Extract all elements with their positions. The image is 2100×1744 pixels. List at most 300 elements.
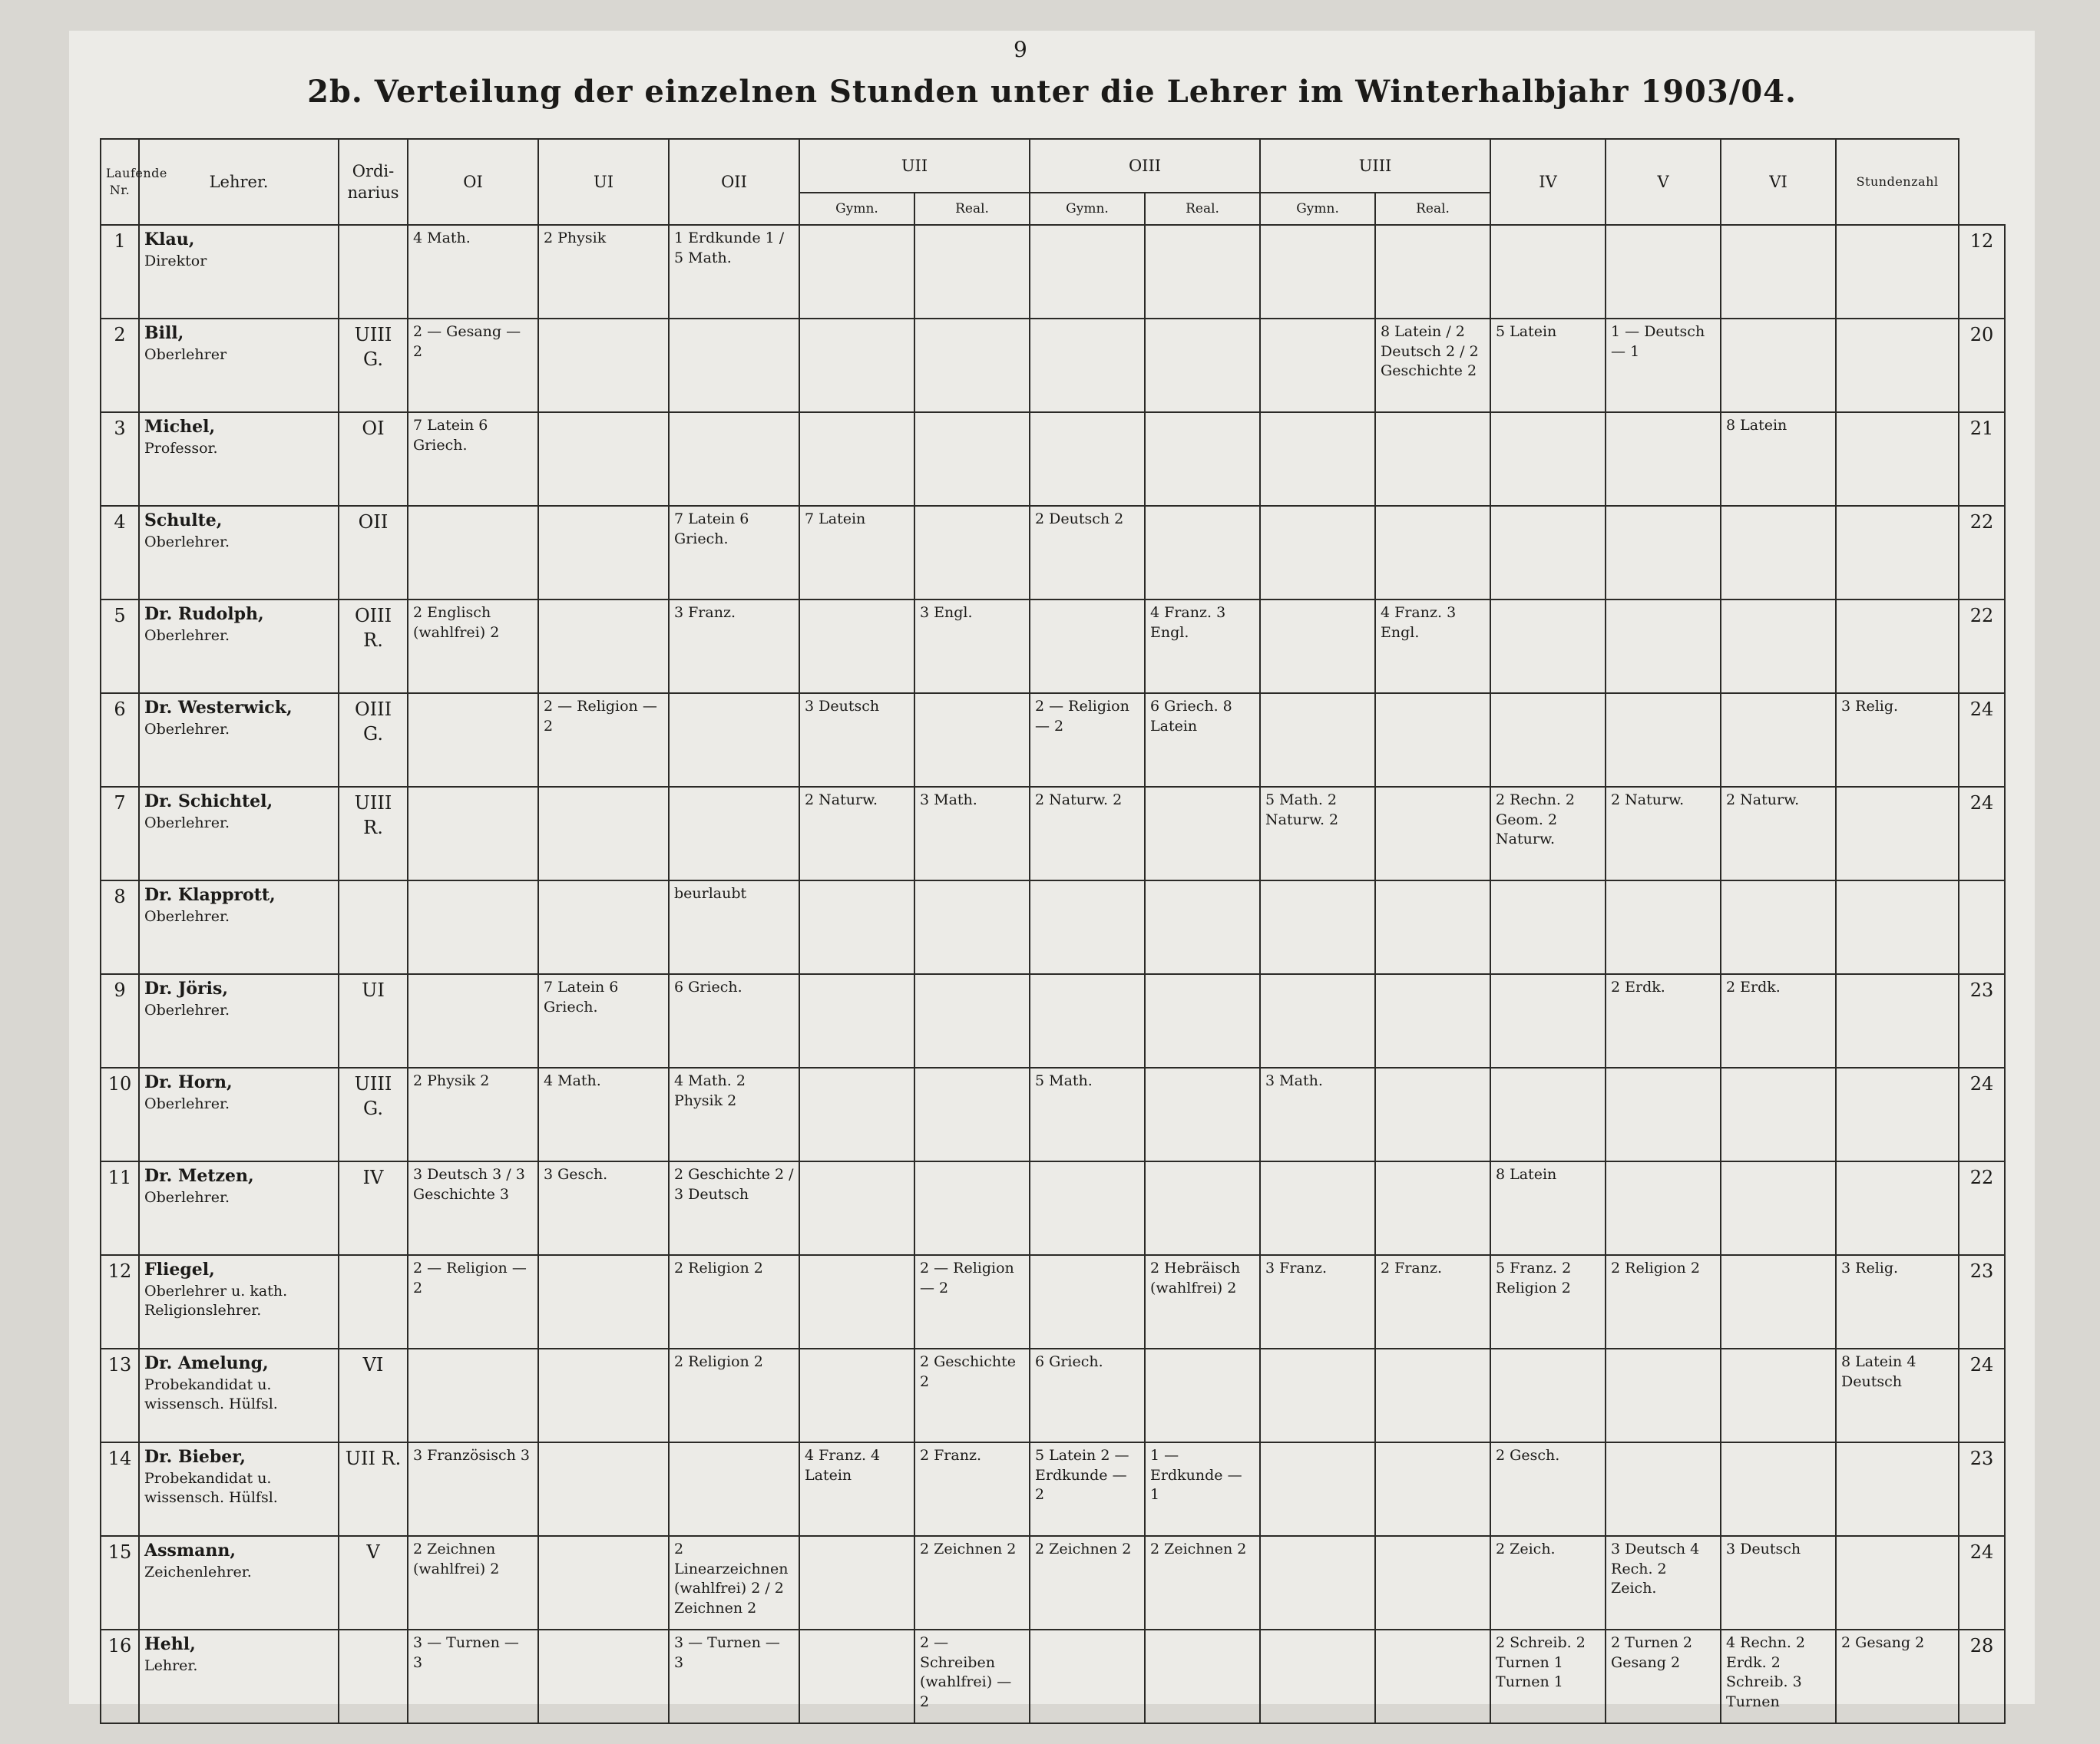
hours-cell <box>1030 412 1145 506</box>
hours-cell: 3 Deutsch <box>1721 1536 1836 1630</box>
hours-cell <box>1606 880 1721 974</box>
hours-cell <box>1260 600 1375 693</box>
hours-cell <box>1260 319 1375 412</box>
teacher-role: Zeichenlehrer. <box>144 1563 252 1580</box>
hours-cell <box>1375 412 1490 506</box>
header-sum: Stundenzahl <box>1836 139 1959 225</box>
hours-cell <box>1030 225 1145 319</box>
row-number: 5 <box>101 600 139 693</box>
teacher-role: Oberlehrer. <box>144 626 230 644</box>
table-row <box>101 1349 2005 1442</box>
hours-cell <box>669 1442 799 1536</box>
hours-cell: 6 Griech. <box>1030 1349 1145 1442</box>
hours-cell: 8 Latein <box>1721 412 1836 506</box>
teacher-cell <box>139 880 339 974</box>
row-number: 8 <box>101 880 139 974</box>
hours-cell <box>799 600 914 693</box>
hours-cell <box>1721 506 1836 600</box>
ordinarius-cell: UII R. <box>339 1442 408 1536</box>
hours-cell <box>1260 1536 1375 1630</box>
teacher-role: Lehrer. <box>144 1656 198 1674</box>
hours-cell <box>1836 1442 1959 1536</box>
table-row <box>101 974 2005 1068</box>
teacher-role: Oberlehrer <box>144 345 227 363</box>
hours-cell <box>1606 225 1721 319</box>
ordinarius-cell: OI <box>339 412 408 506</box>
hours-cell <box>1606 693 1721 787</box>
hours-cell <box>914 880 1030 974</box>
teacher-role: Oberlehrer. <box>144 1188 230 1206</box>
teacher-name: Assmann, <box>144 1541 236 1561</box>
hours-cell <box>914 506 1030 600</box>
hours-total: 24 <box>1959 1349 2005 1442</box>
hours-cell <box>1145 880 1260 974</box>
hours-cell <box>1721 1068 1836 1161</box>
hours-cell: 2 Hebräisch (wahlfrei) 2 <box>1145 1255 1260 1349</box>
hours-cell <box>1721 1349 1836 1442</box>
teacher-role: Oberlehrer. <box>144 1001 230 1019</box>
table-row <box>101 880 2005 974</box>
hours-cell: 3 Gesch. <box>538 1161 669 1255</box>
header-teacher: Lehrer. <box>139 139 339 225</box>
hours-cell <box>1375 880 1490 974</box>
row-number: 3 <box>101 412 139 506</box>
hours-cell: 2 Physik 2 <box>408 1068 538 1161</box>
hours-cell <box>1836 880 1959 974</box>
hours-cell <box>1375 974 1490 1068</box>
teacher-name: Michel, <box>144 417 216 437</box>
hours-cell: 3 Franz. <box>669 600 799 693</box>
teacher-role: Oberlehrer. <box>144 907 230 925</box>
hours-cell: 2 Englisch (wahlfrei) 2 <box>408 600 538 693</box>
hours-total: 24 <box>1959 1068 2005 1161</box>
hours-cell <box>1375 1630 1490 1723</box>
teacher-cell <box>139 600 339 693</box>
hours-cell: 4 Math. 2 Physik 2 <box>669 1068 799 1161</box>
hours-cell <box>1030 880 1145 974</box>
hours-cell <box>1606 1161 1721 1255</box>
table-row <box>101 319 2005 412</box>
hours-cell <box>1030 1161 1145 1255</box>
hours-cell: 2 Erdk. <box>1721 974 1836 1068</box>
teacher-name: Dr. Rudolph, <box>144 604 264 624</box>
hours-total: 21 <box>1959 412 2005 506</box>
scanned-page <box>69 31 2035 1710</box>
hours-cell: 3 Deutsch 4 Rech. 2 Zeich. <box>1606 1536 1721 1630</box>
hours-cell <box>1260 225 1375 319</box>
teacher-cell <box>139 1536 339 1630</box>
header-uii: UII <box>799 139 1030 193</box>
header-oiii: OIII <box>1030 139 1260 193</box>
hours-cell <box>1260 1630 1375 1723</box>
teacher-cell <box>139 1630 339 1723</box>
hours-cell <box>408 693 538 787</box>
hours-cell <box>1721 1442 1836 1536</box>
hours-cell <box>1260 1442 1375 1536</box>
teacher-name: Hehl, <box>144 1634 196 1654</box>
hours-cell <box>799 974 914 1068</box>
hours-cell <box>538 506 669 600</box>
hours-cell <box>1836 506 1959 600</box>
header-ord: Ordi-narius <box>339 139 408 225</box>
table-row <box>101 600 2005 693</box>
teacher-role: Probekandidat u. wissensch. Hülfsl. <box>144 1469 278 1507</box>
hours-cell: 4 Math. <box>538 1068 669 1161</box>
hours-cell <box>408 506 538 600</box>
teacher-role: Oberlehrer. <box>144 1095 230 1112</box>
hours-cell: 3 Franz. <box>1260 1255 1375 1349</box>
teacher-name: Dr. Bieber, <box>144 1447 246 1467</box>
hours-cell <box>1030 1255 1145 1349</box>
teacher-rows <box>101 225 2005 1723</box>
hours-cell <box>1145 412 1260 506</box>
hours-cell <box>538 600 669 693</box>
hours-cell <box>1145 1349 1260 1442</box>
hours-cell <box>1145 974 1260 1068</box>
hours-cell <box>914 1161 1030 1255</box>
hours-cell <box>408 787 538 880</box>
row-number: 13 <box>101 1349 139 1442</box>
hours-cell <box>538 880 669 974</box>
hours-cell: 1 — Deutsch — 1 <box>1606 319 1721 412</box>
hours-cell <box>914 412 1030 506</box>
hours-cell <box>1260 974 1375 1068</box>
hours-cell <box>799 1255 914 1349</box>
header-uiii-gymn: Gymn. <box>1260 193 1375 225</box>
ordinarius-cell: VI <box>339 1349 408 1442</box>
hours-cell: 2 Zeichnen (wahlfrei) 2 <box>408 1536 538 1630</box>
teacher-name: Fliegel, <box>144 1260 215 1280</box>
teacher-role: Direktor <box>144 252 207 269</box>
header-oii: OII <box>669 139 799 225</box>
hours-cell <box>1375 787 1490 880</box>
hours-cell <box>799 1068 914 1161</box>
hours-total: 23 <box>1959 1442 2005 1536</box>
hours-total: 24 <box>1959 787 2005 880</box>
hours-cell: 5 Math. 2 Naturw. 2 <box>1260 787 1375 880</box>
hours-total: 28 <box>1959 1630 2005 1723</box>
teacher-cell <box>139 787 339 880</box>
teacher-role: Oberlehrer. <box>144 533 230 550</box>
ordinarius-cell: OIII G. <box>339 693 408 787</box>
hours-cell <box>799 1536 914 1630</box>
ordinarius-cell: V <box>339 1536 408 1630</box>
row-number: 16 <box>101 1630 139 1723</box>
hours-cell <box>538 1255 669 1349</box>
header-uii-real: Real. <box>914 193 1030 225</box>
hours-cell <box>1145 1630 1260 1723</box>
hours-cell <box>669 412 799 506</box>
hours-cell <box>408 974 538 1068</box>
hours-cell: 5 Latein 2 — Erdkunde — 2 <box>1030 1442 1145 1536</box>
hours-cell: 3 — Turnen — 3 <box>408 1630 538 1723</box>
hours-cell: 8 Latein 4 Deutsch <box>1836 1349 1959 1442</box>
hours-cell: 4 Math. <box>408 225 538 319</box>
row-number: 14 <box>101 1442 139 1536</box>
table-row <box>101 506 2005 600</box>
hours-cell: 3 Deutsch <box>799 693 914 787</box>
hours-cell: 6 Griech. <box>669 974 799 1068</box>
hours-cell: 2 Deutsch 2 <box>1030 506 1145 600</box>
hours-total: 22 <box>1959 1161 2005 1255</box>
teacher-cell <box>139 1161 339 1255</box>
row-number: 7 <box>101 787 139 880</box>
header-nr: Laufende Nr. <box>101 139 139 225</box>
hours-cell <box>538 1349 669 1442</box>
hours-cell: 4 Franz. 3 Engl. <box>1145 600 1260 693</box>
hours-cell <box>1145 787 1260 880</box>
hours-cell: 3 Engl. <box>914 600 1030 693</box>
hours-cell <box>1490 225 1606 319</box>
teacher-role: Oberlehrer u. kath. Religionslehrer. <box>144 1282 288 1320</box>
hours-cell <box>1836 1161 1959 1255</box>
hours-cell <box>1721 693 1836 787</box>
table-row <box>101 1536 2005 1630</box>
hours-cell <box>408 880 538 974</box>
hours-cell <box>538 1630 669 1723</box>
teacher-name: Dr. Westerwick, <box>144 698 293 718</box>
hours-cell: 2 Naturw. <box>1606 787 1721 880</box>
hours-cell <box>1490 1068 1606 1161</box>
hours-cell: 2 Erdk. <box>1606 974 1721 1068</box>
table-row <box>101 1068 2005 1161</box>
teacher-role: Professor. <box>144 439 218 457</box>
hours-cell: 4 Franz. 3 Engl. <box>1375 600 1490 693</box>
row-number: 12 <box>101 1255 139 1349</box>
hours-cell: 7 Latein <box>799 506 914 600</box>
hours-cell <box>1145 506 1260 600</box>
hours-cell: 7 Latein 6 Griech. <box>408 412 538 506</box>
hours-cell <box>799 880 914 974</box>
hours-cell: 2 — Religion — 2 <box>538 693 669 787</box>
hours-cell: 3 Math. <box>1260 1068 1375 1161</box>
hours-cell <box>408 1349 538 1442</box>
header-oiii-real: Real. <box>1145 193 1260 225</box>
hours-cell <box>1721 319 1836 412</box>
hours-cell <box>1030 1630 1145 1723</box>
header-uiii-real: Real. <box>1375 193 1490 225</box>
hours-cell: 7 Latein 6 Griech. <box>669 506 799 600</box>
table-row <box>101 1442 2005 1536</box>
hours-cell: 2 Franz. <box>1375 1255 1490 1349</box>
hours-cell <box>1721 225 1836 319</box>
hours-cell <box>1375 1068 1490 1161</box>
hours-cell <box>538 787 669 880</box>
ordinarius-cell <box>339 880 408 974</box>
hours-cell <box>1145 225 1260 319</box>
hours-cell <box>799 1349 914 1442</box>
hours-total: 24 <box>1959 693 2005 787</box>
row-number: 2 <box>101 319 139 412</box>
teacher-name: Dr. Metzen, <box>144 1166 254 1186</box>
hours-cell <box>914 974 1030 1068</box>
row-number: 10 <box>101 1068 139 1161</box>
hours-cell <box>1836 412 1959 506</box>
hours-table <box>100 138 2006 1724</box>
hours-total: 12 <box>1959 225 2005 319</box>
hours-cell: 2 — Gesang — 2 <box>408 319 538 412</box>
hours-cell <box>1375 1536 1490 1630</box>
hours-cell: 2 Religion 2 <box>669 1349 799 1442</box>
hours-total: 23 <box>1959 974 2005 1068</box>
header-oi: OI <box>408 139 538 225</box>
hours-cell: 2 Geschichte 2 / 3 Deutsch <box>669 1161 799 1255</box>
hours-cell <box>914 693 1030 787</box>
table-row <box>101 412 2005 506</box>
hours-cell <box>1836 1536 1959 1630</box>
hours-cell <box>1375 1161 1490 1255</box>
hours-cell: 3 Relig. <box>1836 1255 1959 1349</box>
hours-cell: 2 Rechn. 2 Geom. 2 Naturw. <box>1490 787 1606 880</box>
hours-cell: 3 Math. <box>914 787 1030 880</box>
hours-cell <box>1721 1161 1836 1255</box>
hours-cell: 2 Zeichnen 2 <box>1145 1536 1260 1630</box>
header-row <box>101 139 2005 193</box>
teacher-cell <box>139 506 339 600</box>
hours-cell <box>1490 1349 1606 1442</box>
ordinarius-cell: UI <box>339 974 408 1068</box>
hours-cell <box>1836 319 1959 412</box>
hours-cell: 3 Französisch 3 <box>408 1442 538 1536</box>
hours-cell: 8 Latein <box>1490 1161 1606 1255</box>
hours-cell <box>1260 1161 1375 1255</box>
hours-cell <box>1606 600 1721 693</box>
hours-cell <box>1375 225 1490 319</box>
teacher-role: Oberlehrer. <box>144 720 230 738</box>
hours-cell: 2 Naturw. 2 <box>1030 787 1145 880</box>
hours-cell <box>799 319 914 412</box>
hours-cell: 6 Griech. 8 Latein <box>1145 693 1260 787</box>
hours-cell: 2 Zeichnen 2 <box>914 1536 1030 1630</box>
ordinarius-cell <box>339 225 408 319</box>
teacher-name: Dr. Schichtel, <box>144 791 273 811</box>
hours-cell <box>1836 1068 1959 1161</box>
hours-cell <box>1836 974 1959 1068</box>
hours-cell <box>1375 506 1490 600</box>
hours-cell <box>1375 1442 1490 1536</box>
ordinarius-cell: UIII R. <box>339 787 408 880</box>
hours-cell <box>1375 693 1490 787</box>
teacher-name: Dr. Klapprott, <box>144 885 276 905</box>
page-number: 9 <box>1014 37 1027 62</box>
hours-cell <box>1721 600 1836 693</box>
table-row <box>101 1255 2005 1349</box>
hours-total <box>1959 880 2005 974</box>
hours-cell <box>1836 225 1959 319</box>
hours-cell <box>799 225 914 319</box>
ordinarius-cell <box>339 1630 408 1723</box>
hours-cell <box>1260 412 1375 506</box>
hours-cell <box>1260 693 1375 787</box>
hours-cell: 2 Zeich. <box>1490 1536 1606 1630</box>
hours-cell <box>538 1442 669 1536</box>
hours-cell: beurlaubt <box>669 880 799 974</box>
teacher-name: Klau, <box>144 230 195 249</box>
hours-cell <box>799 1161 914 1255</box>
hours-cell: 2 Naturw. <box>1721 787 1836 880</box>
page-title: 2b. Verteilung der einzelnen Stunden unter die Lehrer im Winterhalbjahr 1903/04. <box>307 74 1797 110</box>
header-vi: VI <box>1721 139 1836 225</box>
hours-total: 22 <box>1959 600 2005 693</box>
hours-cell: 2 Religion 2 <box>1606 1255 1721 1349</box>
hours-total: 24 <box>1959 1536 2005 1630</box>
table-row <box>101 1161 2005 1255</box>
hours-cell: 1 Erdkunde 1 / 5 Math. <box>669 225 799 319</box>
hours-cell <box>1606 1068 1721 1161</box>
header-oiii-gymn: Gymn. <box>1030 193 1145 225</box>
ordinarius-cell: UIII G. <box>339 319 408 412</box>
hours-cell <box>1375 1349 1490 1442</box>
hours-cell: 2 Geschichte 2 <box>914 1349 1030 1442</box>
teacher-cell <box>139 1068 339 1161</box>
hours-cell: 1 — Erdkunde — 1 <box>1145 1442 1260 1536</box>
hours-cell <box>669 693 799 787</box>
header-uii-gymn: Gymn. <box>799 193 914 225</box>
ordinarius-cell: IV <box>339 1161 408 1255</box>
hours-total: 22 <box>1959 506 2005 600</box>
teacher-name: Schulte, <box>144 510 223 530</box>
row-number: 15 <box>101 1536 139 1630</box>
ordinarius-cell: OIII R. <box>339 600 408 693</box>
hours-cell <box>538 1536 669 1630</box>
hours-cell <box>1606 1442 1721 1536</box>
table-row <box>101 225 2005 319</box>
teacher-name: Dr. Amelung, <box>144 1353 269 1373</box>
hours-cell: 8 Latein / 2 Deutsch 2 / 2 Geschichte 2 <box>1375 319 1490 412</box>
ordinarius-cell: UIII G. <box>339 1068 408 1161</box>
hours-cell <box>1490 600 1606 693</box>
hours-cell: 2 — Religion — 2 <box>914 1255 1030 1349</box>
hours-cell <box>538 319 669 412</box>
hours-cell <box>799 1630 914 1723</box>
row-number: 11 <box>101 1161 139 1255</box>
teacher-name: Dr. Jöris, <box>144 979 229 999</box>
teacher-cell <box>139 225 339 319</box>
teacher-cell <box>139 319 339 412</box>
ordinarius-cell: OII <box>339 506 408 600</box>
teacher-cell <box>139 1349 339 1442</box>
hours-cell <box>1490 693 1606 787</box>
hours-total: 20 <box>1959 319 2005 412</box>
hours-cell <box>1145 1161 1260 1255</box>
hours-cell: 2 Zeichnen 2 <box>1030 1536 1145 1630</box>
hours-cell <box>914 225 1030 319</box>
hours-cell: 4 Rechn. 2 Erdk. 2 Schreib. 3 Turnen <box>1721 1630 1836 1723</box>
row-number: 4 <box>101 506 139 600</box>
hours-cell <box>669 319 799 412</box>
teacher-cell <box>139 1255 339 1349</box>
teacher-role: Oberlehrer. <box>144 814 230 831</box>
ordinarius-cell <box>339 1255 408 1349</box>
hours-cell <box>1145 319 1260 412</box>
hours-cell <box>1721 1255 1836 1349</box>
hours-cell <box>1836 787 1959 880</box>
header-ui: UI <box>538 139 669 225</box>
table-row <box>101 693 2005 787</box>
teacher-cell <box>139 974 339 1068</box>
hours-cell: 2 Naturw. <box>799 787 914 880</box>
hours-cell <box>1836 600 1959 693</box>
hours-cell: 2 Gesch. <box>1490 1442 1606 1536</box>
hours-cell: 3 Deutsch 3 / 3 Geschichte 3 <box>408 1161 538 1255</box>
hours-cell: 7 Latein 6 Griech. <box>538 974 669 1068</box>
hours-cell <box>669 787 799 880</box>
hours-cell <box>1260 506 1375 600</box>
hours-cell: 2 — Religion — 2 <box>1030 693 1145 787</box>
teacher-name: Bill, <box>144 323 184 343</box>
hours-cell <box>1721 880 1836 974</box>
hours-cell <box>914 319 1030 412</box>
